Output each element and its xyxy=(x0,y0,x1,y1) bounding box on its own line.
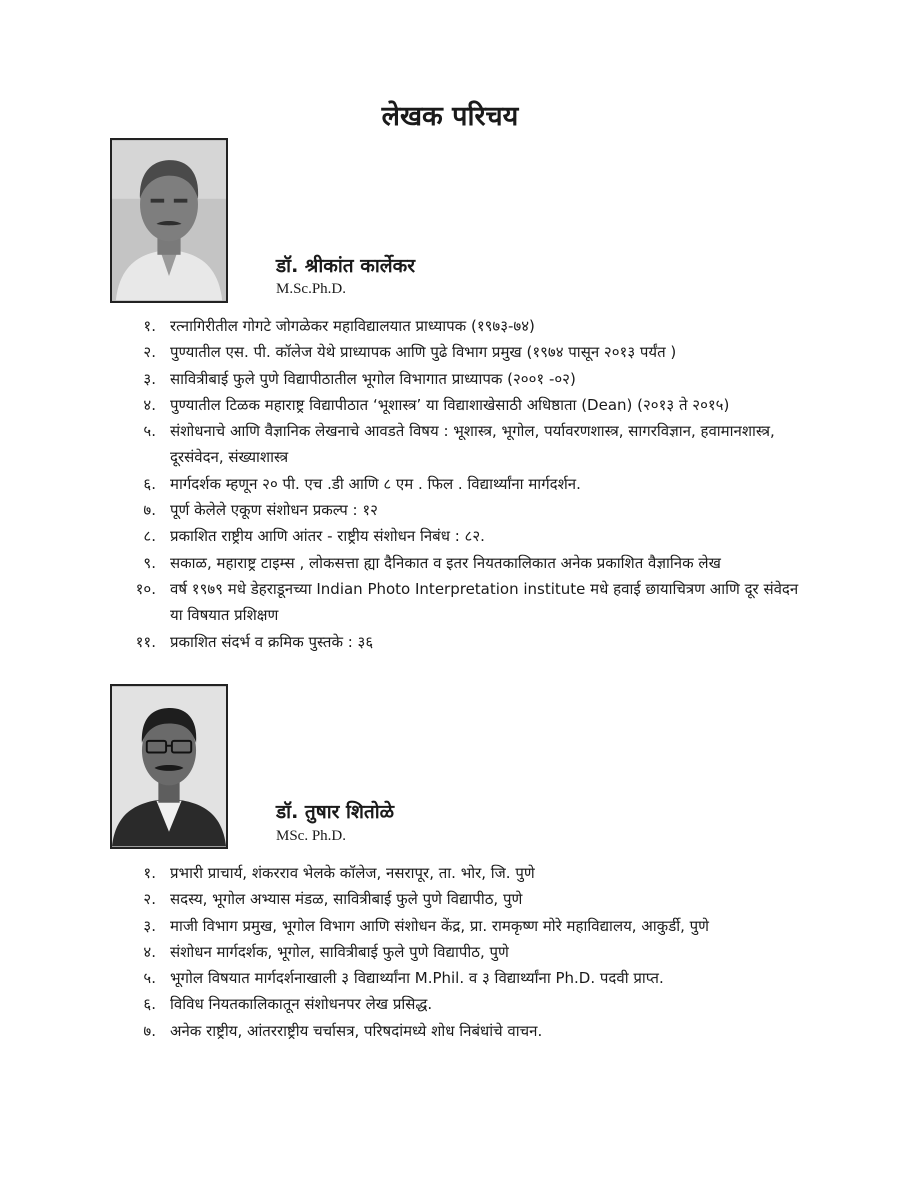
item-text: मार्गदर्शक म्हणून २० पी. एच .डी आणि ८ एम . फिल . विद्यार्थ्यांना मार्गदर्शन. xyxy=(170,474,581,493)
item-text: पुण्यातील एस. पी. कॉलेज येथे प्राध्यापक आणि पुढे विभाग प्रमुख (१९७४ पासून २०१३ पर्यंत ) xyxy=(170,343,677,362)
list-item xyxy=(112,991,802,1017)
item-text: सदस्य, भूगोल अभ्यास मंडळ, सावित्रीबाई फुले पुणे विद्यापीठ, पुणे xyxy=(170,890,523,909)
item-text: सावित्रीबाई फुले पुणे विद्यापीठातील भूगोल विभागात प्राध्यापक (२००१ -०२) xyxy=(170,369,576,388)
item-text: अनेक राष्ट्रीय, आंतरराष्ट्रीय चर्चासत्र, परिषदांमध्ये शोध निबंधांचे वाचन. xyxy=(170,1021,543,1040)
list-item xyxy=(112,860,802,886)
list-item xyxy=(112,418,802,471)
author-photo xyxy=(110,684,228,849)
item-number: ३. xyxy=(143,916,156,935)
item-number: ४. xyxy=(143,395,156,414)
item-text: प्रभारी प्राचार्य, शंकरराव भेलके कॉलेज, नसरापूर, ता. भोर, जि. पुणे xyxy=(170,864,535,882)
list-item xyxy=(112,366,802,392)
list-item xyxy=(112,339,802,365)
portrait-image xyxy=(112,140,226,301)
list-item xyxy=(112,1018,802,1044)
item-number: ७. xyxy=(143,1021,156,1040)
item-number: ५. xyxy=(143,422,156,441)
author-degree: M.Sc.Ph.D. xyxy=(276,281,347,297)
author-name: डॉ. तुषार शितोळे xyxy=(276,801,395,823)
list-item xyxy=(112,550,802,576)
item-number: ३. xyxy=(143,369,156,388)
page-title: लेखक परिचय xyxy=(381,101,519,132)
list-item xyxy=(112,886,802,912)
list-item xyxy=(112,471,802,497)
item-number: ४. xyxy=(143,942,156,961)
author-details-list xyxy=(112,860,802,1044)
item-number: ७. xyxy=(143,501,156,520)
item-number: ६. xyxy=(143,995,156,1014)
item-text: वर्ष १९७९ मधे डेहराडूनच्या Indian Photo Interpretation institute मधे हवाई छायाचित्रण आणि दूर संवेदन या विषयात प्रशिक्षण xyxy=(170,579,799,625)
item-text: पूर्ण केलेले एकूण संशोधन प्रकल्प : १२ xyxy=(170,501,378,520)
item-number: १. xyxy=(143,864,156,882)
author-degree: MSc. Ph.D. xyxy=(276,828,347,844)
list-item xyxy=(112,523,802,549)
list-item xyxy=(112,913,802,939)
item-text: सकाळ, महाराष्ट्र टाइम्स , लोकसत्ता ह्या दैनिकात व इतर नियतकालिकात अनेक प्रकाशित वैज्ञानिक लेख xyxy=(170,553,721,572)
item-text: संशोधन मार्गदर्शक, भूगोल, सावित्रीबाई फुले पुणे विद्यापीठ, पुणे xyxy=(170,942,509,961)
item-text: विविध नियतकालिकातून संशोधनपर लेख प्रसिद्ध. xyxy=(170,995,433,1014)
item-number: १. xyxy=(143,317,156,335)
item-number: ११. xyxy=(135,632,156,651)
list-item xyxy=(112,576,802,629)
author-name: डॉ. श्रीकांत कार्लेकर xyxy=(276,255,416,277)
list-item xyxy=(112,965,802,991)
item-text: रत्नागिरीतील गोगटे जोगळेकर महाविद्यालयात प्राध्यापक (१९७३-७४) xyxy=(170,317,535,335)
list-item xyxy=(112,313,802,339)
item-number: २. xyxy=(143,343,156,362)
list-item xyxy=(112,629,802,655)
portrait-image xyxy=(112,686,226,847)
item-text: संशोधनाचे आणि वैज्ञानिक लेखनाचे आवडते विषय : भूशास्त्र, भूगोल, पर्यावरणशास्त्र, सागरविज्ञान, हवामानशास्त्र, दूरसंवेदन, संख्याशास्त्र xyxy=(170,422,775,467)
item-text: भूगोल विषयात मार्गदर्शनाखाली ३ विद्यार्थ्यांना M.Phil. व ३ विद्यार्थ्यांना Ph.D. पदवी प्राप्त. xyxy=(170,969,664,988)
author-photo xyxy=(110,138,228,303)
author-details-list xyxy=(112,313,802,655)
item-number: १०. xyxy=(135,579,156,598)
item-text: प्रकाशित संदर्भ व क्रमिक पुस्तके : ३६ xyxy=(170,632,374,651)
item-text: माजी विभाग प्रमुख, भूगोल विभाग आणि संशोधन केंद्र, प्रा. रामकृष्ण मोरे महाविद्यालय, आकुर्डी, पुणे xyxy=(170,916,710,935)
item-number: २. xyxy=(143,890,156,909)
item-text: पुण्यातील टिळक महाराष्ट्र विद्यापीठात ‘भूशास्त्र’ या विद्याशाखेसाठी अधिष्ठाता (Dean) (२०१३ ते २०१५) xyxy=(170,395,730,414)
item-number: ९. xyxy=(143,553,156,572)
item-number: ६. xyxy=(143,474,156,493)
list-item xyxy=(112,939,802,965)
item-number: ५. xyxy=(143,969,156,988)
list-item xyxy=(112,497,802,523)
list-item xyxy=(112,392,802,418)
item-number: ८. xyxy=(143,527,156,546)
item-text: प्रकाशित राष्ट्रीय आणि आंतर - राष्ट्रीय संशोधन निबंध : ८२. xyxy=(170,527,485,546)
